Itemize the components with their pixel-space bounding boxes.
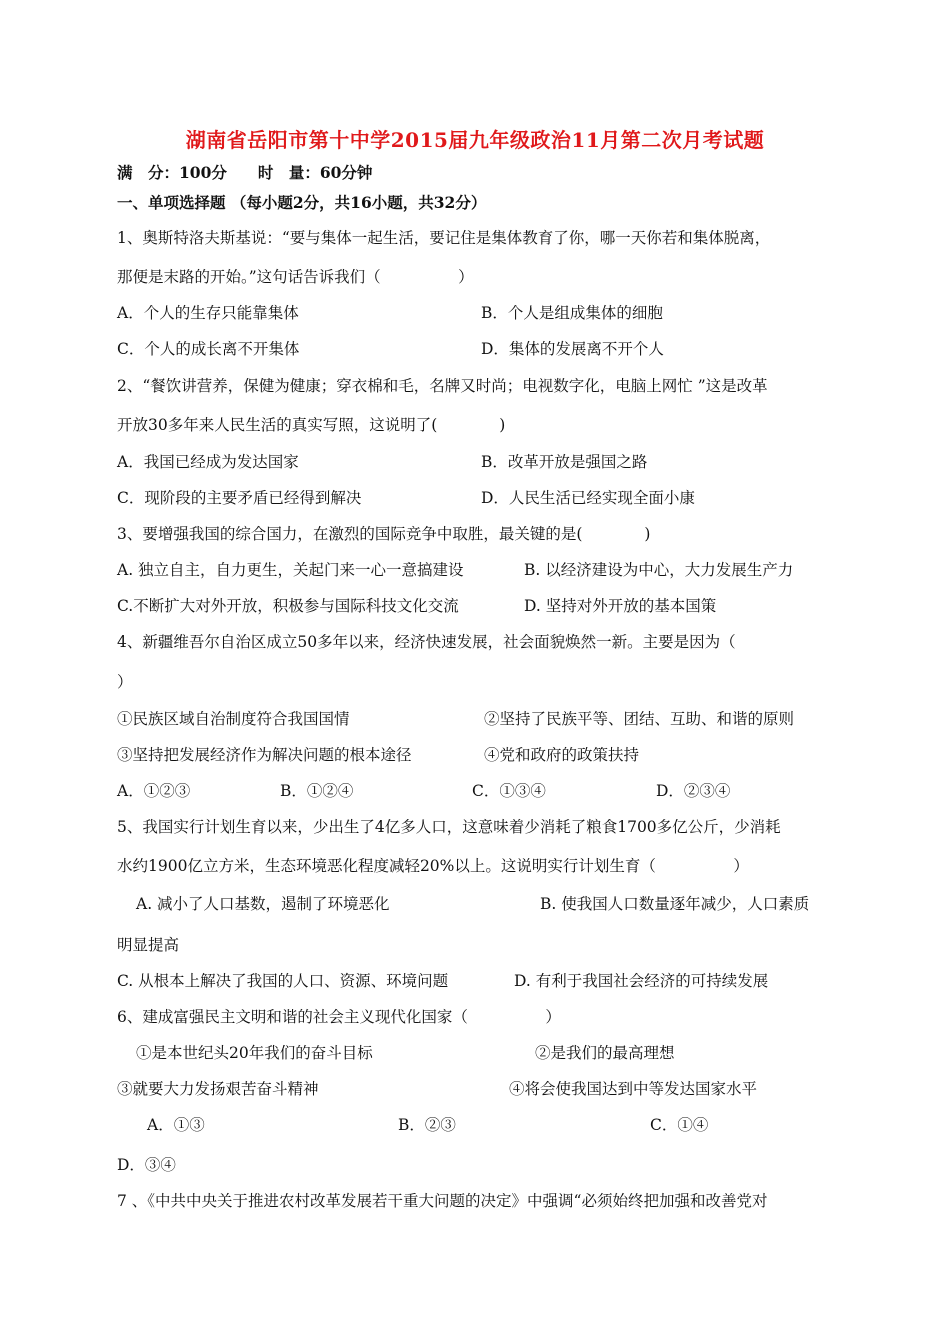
q3-option-a: A. 独立自主，自力更生，关起门来一心一意搞建设 [117,561,464,579]
q4-stem-line1: 4、新疆维吾尔自治区成立50多年以来，经济快速发展，社会面貌焕然一新。主要是因为（ [117,633,736,651]
q4-option-a: A．①②③ [117,782,191,800]
q1-stem-line1: 1、奥斯特洛夫斯基说：“要与集体一起生活，要记住是集体教育了你，哪一天你若和集体脱离， [117,229,771,247]
q5-option-b: B. 使我国人口数量逐年减少，人口素质 [540,895,810,913]
q2-stem-line1: 2、“餐饮讲营养，保健为健康；穿衣棉和毛，名牌又时尚；电视数字化，电脑上网忙 ”这是改革 [117,377,768,395]
q6-option-d: D．③④ [117,1156,176,1174]
q4-option-d: D．②③④ [656,782,731,800]
q6-statement-4: ④将会使我国达到中等发达国家水平 [509,1080,758,1098]
q1-option-b: B．个人是组成集体的细胞 [481,304,663,322]
q1-option-d: D．集体的发展离不开个人 [481,340,664,358]
q5-option-d: D. 有利于我国社会经济的可持续发展 [514,972,769,990]
q6-stem: 6、建成富强民主文明和谐的社会主义现代化国家（ ） [117,1008,561,1026]
q4-statement-2: ②坚持了民族平等、团结、互助、和谐的原则 [484,710,795,728]
q5-stem-line2: 水约1900亿立方米，生态环境恶化程度减轻20%以上。这说明实行计划生育（ ） [117,857,749,875]
q6-option-a: A．①③ [147,1116,205,1134]
q1-stem-line2: 那便是末路的开始。”这句话告诉我们（ ） [117,268,474,286]
q6-option-c: C．①④ [650,1116,709,1134]
q3-option-c: C.不断扩大对外开放，积极参与国际科技文化交流 [117,597,459,615]
exam-title: 湖南省岳阳市第十中学2015届九年级政治11月第二次月考试题 [185,128,765,152]
q2-option-d: D．人民生活已经实现全面小康 [481,489,695,507]
q4-statement-3: ③坚持把发展经济作为解决问题的根本途径 [117,746,412,764]
section-heading: 一、单项选择题 （每小题2分，共16小题，共32分） [117,193,487,212]
q5-option-a: A. 减小了人口基数，遏制了环境恶化 [136,895,390,913]
q7-stem-line1: 7 、《中共中央关于推进农村改革发展若干重大问题的决定》中强调“必须始终把加强和改善党对 [117,1192,768,1210]
q5-stem-line1: 5、我国实行计划生育以来，少出生了4亿多人口，这意味着少消耗了粮食1700多亿公斤，少消耗 [117,818,781,836]
q4-statement-4: ④党和政府的政策扶持 [484,746,640,764]
q2-option-a: A．我国已经成为发达国家 [117,453,299,471]
q2-stem-line2: 开放30多年来人民生活的真实写照，这说明了( ) [117,416,506,434]
exam-info: 满 分：100分 时 量：60分钟 [117,163,373,182]
q2-option-b: B．改革开放是强国之路 [481,453,648,471]
q4-stem-line2: ） [117,673,133,691]
q5-option-c: C. 从根本上解决了我国的人口、资源、环境问题 [117,972,449,990]
q6-option-b: B．②③ [398,1116,456,1134]
q4-option-b: B．①②④ [280,782,354,800]
q1-option-c: C．个人的成长离不开集体 [117,340,300,358]
q1-option-a: A．个人的生存只能靠集体 [117,304,299,322]
q4-option-c: C．①③④ [472,782,546,800]
q6-statement-1: ①是本世纪头20年我们的奋斗目标 [136,1044,373,1062]
q3-option-b: B. 以经济建设为中心，大力发展生产力 [524,561,794,579]
q6-statement-2: ②是我们的最高理想 [535,1044,675,1062]
q4-statement-1: ①民族区域自治制度符合我国国情 [117,710,350,728]
q5-option-b-continued: 明显提高 [117,936,180,954]
q2-option-c: C．现阶段的主要矛盾已经得到解决 [117,489,362,507]
q3-stem: 3、要增强我国的综合国力，在激烈的国际竞争中取胜，最关键的是( ) [117,525,651,543]
q3-option-d: D. 坚持对外开放的基本国策 [524,597,717,615]
q6-statement-3: ③就要大力发扬艰苦奋斗精神 [117,1080,319,1098]
